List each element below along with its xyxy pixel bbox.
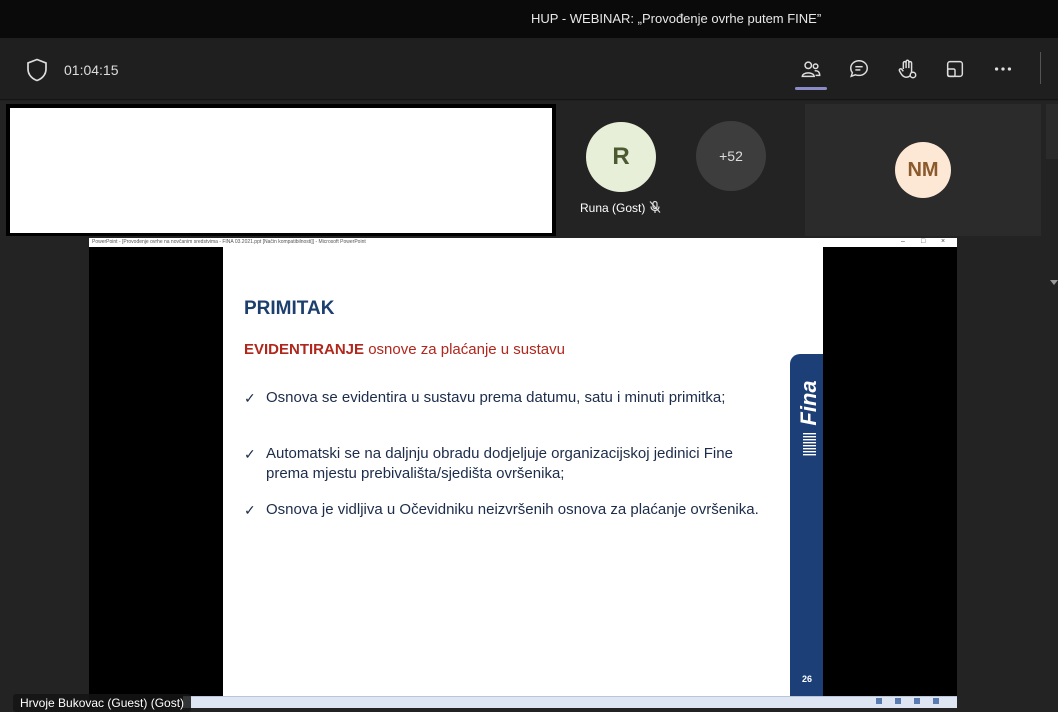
check-icon: ✓ [244,390,256,406]
mic-off-icon [648,200,662,214]
side-panel-edge [1046,104,1058,159]
slide-title: PRIMITAK [244,298,335,319]
fina-logo-text: Fina [796,380,821,426]
ppt-statusbar [183,696,957,708]
view-sorter-icon [895,698,901,704]
ppt-titlebar [89,238,957,247]
chat-icon [848,58,870,80]
slide-bullet [244,444,764,486]
fina-logo [796,355,822,465]
toolbar-divider [1040,52,1041,84]
check-icon: ✓ [244,446,256,462]
meeting-timer: 01:04:15 [64,62,119,78]
chat-button[interactable] [845,55,873,83]
view-reading-icon [914,698,920,704]
slide-bullet [244,388,764,430]
people-icon [800,58,822,80]
meeting-toolbar [0,38,1058,100]
hand-icon [896,58,918,80]
avatar-nm: NM [895,142,951,198]
view-normal-icon [876,698,882,704]
presenter-name-label: Hrvoje Bukovac (Guest) (Gost) [13,694,191,712]
window-title: HUP - WEBINAR: „Provođenje ovrhe putem FINE” [531,11,822,26]
slide-bullet-text: Osnova je vidljiva u Očevidniku neizvršenih osnova za plaćanje ovršenika. [266,501,759,518]
raise-hand-button[interactable] [893,55,921,83]
slide-subtitle-rest: osnove za plaćanje u sustavu [364,341,565,358]
slide-subtitle-bold: EVIDENTIRANJE [244,341,365,358]
active-tab-indicator [795,87,827,90]
check-icon: ✓ [244,502,256,518]
video-tile-blank[interactable] [6,104,556,236]
ppt-window-title: PowerPoint - [Provođenje ovrhe na novčanim sredstvima - FINA 03.2021.ppt [Način kompatibilnosti]] - Microsoft PowerPoint [92,239,366,245]
more-icon [992,58,1014,80]
close-icon: × [941,238,946,245]
share-tray-icon [944,58,966,80]
maximize-icon: □ [921,238,926,245]
slide-number: 26 [802,674,813,684]
people-button[interactable] [797,55,825,83]
participant-name-runa: Runa (Gost) [580,201,646,215]
slide-bullet-text: Osnova se evidentira u sustavu prema datumu, satu i minuti primitka; [266,389,726,406]
chevron-down-icon[interactable] [1050,280,1058,285]
slide-bullet-text: Automatski se na daljnju obradu dodjeljuje organizacijskoj jedinici Fine prema mjestu prebivališta/sjedišta ovršenika; [266,445,733,482]
minimize-icon: – [901,238,905,245]
window-titlebar [0,0,1058,38]
avatar-runa[interactable]: R [586,122,656,192]
video-tile-content [10,108,552,233]
overflow-participants[interactable]: +52 [696,121,766,191]
shield-icon[interactable] [26,58,48,82]
slide-bullet [244,500,764,542]
zoom-icon [933,698,939,704]
slide-subtitle [244,341,565,358]
more-button[interactable] [989,55,1017,83]
share-tray-button[interactable] [941,55,969,83]
